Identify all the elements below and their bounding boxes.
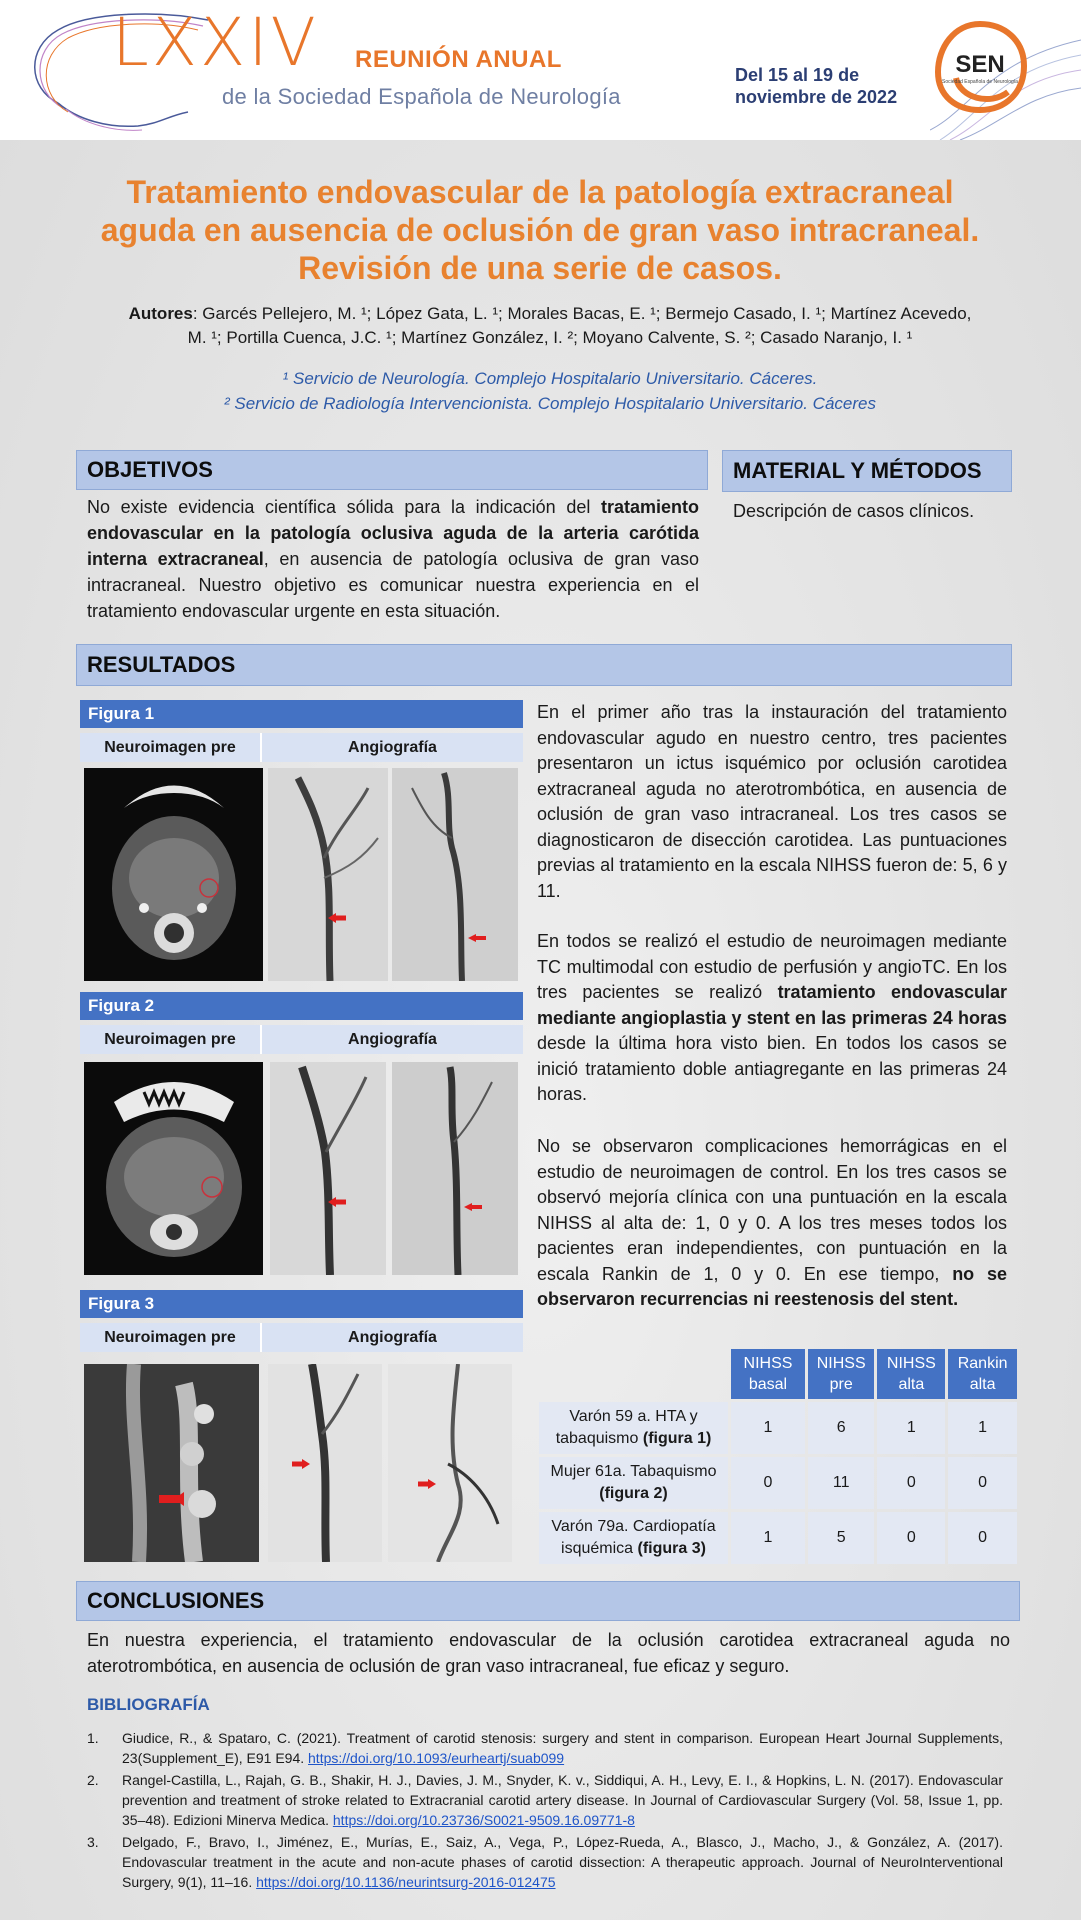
bibliography-item [87,1728,1003,1768]
figure-3-title: Figura 3 [80,1290,523,1318]
row-label-figure: (figura 1) [642,1430,712,1447]
bibliography-link[interactable]: https://doi.org/10.23736/S0021-9509.16.09771-8 [332,1812,635,1828]
material-text: Descripción de casos clínicos. [733,501,975,521]
bibliography-link[interactable]: https://doi.org/10.1093/eurheartj/suab099 [308,1750,565,1766]
row-label-text: Varón 79a. Cardiopatía isquémica [551,1518,716,1557]
resultados-p2-part: desde la última hora visto bien. En todos los casos se inició tratamiento doble antiagregante en las primeras 24 horas. [537,1033,1007,1104]
figure-1-columns [80,733,523,762]
sen-logo [930,18,1030,118]
figure-2-angio-image-b [392,1062,518,1275]
bibliography-text: Giudice, R., & Spataro, C. (2021). Treatment of carotid stenosis: surgery and stent in comparison. European Heart Journal Supplements, 23(Supplement_E), E91 E94. [122,1730,1003,1766]
bibliography-item [87,1770,1003,1830]
figure-3-angio-image-b [388,1364,512,1562]
figure-2-col-angiografia: Angiografía [262,1025,523,1054]
resultados-paragraph-3 [537,1134,1007,1313]
figure-3-col-neuroimagen: Neuroimagen pre [80,1323,262,1352]
table-cell: 0 [877,1457,945,1509]
header-banner [0,0,1081,140]
edition-number: LXXIV [112,4,319,81]
bibliography-text: Delgado, F., Bravo, I., Jiménez, E., Murías, E., Saiz, A., Vega, P., López-Rueda, A., Blasco, J., Macho, J., & González, A. (2017). Endovascular treatment in the acute and non-acute phases of carotid dissection: A therapeutic approach. Journal of NeuroInterventional Surgery, 9(1), 11–16. [122,1834,1003,1890]
table-cell: 1 [948,1402,1017,1454]
table-row [539,1457,1017,1509]
resultados-p2-part: En todos se realizó el estudio de neuroimagen mediante TC multimodal con estudio de perfusión y angioTC. En los tres pacientes se realizó [537,931,1007,1002]
bibliography-number: 3. [87,1834,99,1850]
sen-logo-text: SEN [955,51,1005,78]
table-header-nihss-alta: NIHSS alta [877,1349,945,1399]
objetivos-text-part: No existe evidencia científica sólida para la indicación del [87,497,601,517]
title-line-3: Revisión de una serie de casos. [298,250,782,286]
sen-logo-subtext: Sociedad Española de Neurología [942,79,1018,85]
table-header-rankin-alta: Rankin alta [948,1349,1017,1399]
table-header-nihss-basal: NIHSS basal [731,1349,805,1399]
meeting-title: REUNIÓN ANUAL [355,46,562,73]
resultados-heading: RESULTADOS [76,644,1012,686]
table-row [539,1402,1017,1454]
table-cell: 1 [731,1512,805,1564]
conclusiones-text: En nuestra experiencia, el tratamiento endovascular de la oclusión carotidea extracraneal aguda no aterotrombótica, en ausencia de oclusión de gran vaso intracraneal, fue eficaz y seguro. [87,1630,1010,1676]
authors-list-1: : Garcés Pellejero, M. ¹; López Gata, L. ¹; Morales Bacas, E. ¹; Bermejo Casado, I. ¹; Martínez Acevedo, [192,304,972,323]
dates-line-1: Del 15 al 19 de [735,65,860,85]
row-label-figure: (figura 2) [599,1485,668,1502]
bibliography-link[interactable]: https://doi.org/10.1136/neurintsurg-2016-012475 [256,1874,556,1890]
table-cell: 1 [731,1402,805,1454]
figure-2-columns [80,1025,523,1054]
affiliation-1: ¹ Servicio de Neurología. Complejo Hospitalario Universitario. Cáceres. [282,369,818,388]
figure-3-columns [80,1323,523,1352]
figure-3-col-angiografia: Angiografía [262,1323,523,1352]
title-line-2: aguda en ausencia de oclusión de gran vaso intracraneal. [100,212,980,248]
table-cell: 0 [948,1512,1017,1564]
society-name: de la Sociedad Española de Neurología [222,84,621,109]
row-label-figure: (figura 3) [637,1540,706,1557]
bibliography-item [87,1832,1003,1892]
table-cell: 5 [808,1512,874,1564]
resultados-paragraph-2 [537,929,1007,1108]
figure-1-angio-image-a [268,768,388,981]
table-row-label [539,1402,728,1454]
objetivos-text-bold: tratamiento endovascular en la patología oclusiva aguda de la arteria carótida interna extracraneal [87,497,699,569]
table-cell: 6 [808,1402,874,1454]
resultados-paragraph-1: En el primer año tras la instauración del tratamiento endovascular agudo en nuestro centro, tres pacientes presentaron un ictus isquémico por oclusión carotidea extracraneal aguda no aterotrombótica, en ausencia de oclusión de gran vaso intracraneal. Los tres casos se diagnosticaron de disección carotidea. Las puntuaciones previas al tratamiento en la escala NIHSS fueron de: 5, 6 y 11. [537,702,1007,901]
figure-2-title: Figura 2 [80,992,523,1020]
table-cell: 0 [877,1512,945,1564]
row-label-text: Varón 59 a. HTA y tabaquismo [555,1408,698,1447]
authors-label: Autores [128,304,193,323]
table-header-nihss-pre: NIHSS pre [808,1349,874,1399]
figure-1-col-angiografia: Angiografía [262,733,523,762]
authors [100,302,1000,350]
poster-title [60,173,1020,287]
objetivos-text [87,494,699,624]
title-line-1: Tratamiento endovascular de la patología extracraneal [126,174,954,210]
figure-1-angio-image-b [392,768,518,981]
row-label-text: Mujer 61a. Tabaquismo [550,1463,717,1480]
figure-3-ct-image [84,1364,259,1562]
conclusiones-heading: CONCLUSIONES [76,1581,1020,1621]
meeting-dates [735,64,935,108]
bibliografia-heading: BIBLIOGRAFÍA [87,1695,210,1714]
dates-line-2: noviembre de 2022 [735,87,898,107]
resultados-p2-bold: tratamiento endovascular mediante angioplastia y stent en las primeras 24 horas [537,982,1007,1028]
figure-2-ct-image [84,1062,263,1275]
table-row-label [539,1457,728,1509]
table-header-empty [539,1349,728,1399]
objetivos-text-part: , en ausencia de patología oclusiva de gran vaso intracraneal. Nuestro objetivo es comunicar nuestra experiencia en el tratamiento endovascular urgente en esta situación. [87,549,699,621]
figure-1-ct-image [84,768,263,981]
resultados-p3-bold: no se observaron recurrencias ni reestenosis del stent. [537,1263,1007,1309]
authors-line-2: M. ¹; Portilla Cuenca, J.C. ¹; Martínez González, I. ²; Moyano Calvente, S. ²; Casado Naranjo, I. ¹ [187,328,913,347]
figure-1-col-neuroimagen: Neuroimagen pre [80,733,262,762]
authors-line-1 [100,302,1000,326]
figure-3-angio-image-a [268,1364,382,1562]
bibliography-text: Rangel-Castilla, L., Rajah, G. B., Shakir, H. J., Davies, J. M., Snyder, K. v., Siddiqui, A. H., Levy, E. I., & Hopkins, L. N. (2017). Endovascular prevention and treatment of stroke related to Extracranial carotid artery disease. In Journal of Cardiovascular Surgery (Vol. 58, Issue 1, pp. 35–48). Edizioni Minerva Medica. [122,1772,1003,1828]
table-cell: 11 [808,1457,874,1509]
table-row [539,1512,1017,1564]
bibliography-number: 1. [87,1730,99,1746]
figure-1-title: Figura 1 [80,700,523,728]
affiliation-2: ² Servicio de Radiología Intervencionista. Complejo Hospitalario Universitario. Cáceres [224,394,876,413]
table-row-label [539,1512,728,1564]
bibliography-number: 2. [87,1772,99,1788]
bibliography-list [87,1728,1003,1894]
resultados-p3-part: No se observaron complicaciones hemorrágicas en el estudio de neuroimagen de control. En los tres casos se observó mejoría clínica con una puntuación en la escala NIHSS al alta de: 1, 0 y 0. A los tres meses todos los pacientes eran independientes, con puntuación en la escala Rankin de 1, 0 y 0. En ese tiempo, [537,1136,1007,1284]
table-cell: 1 [877,1402,945,1454]
material-heading: MATERIAL Y MÉTODOS [722,450,1012,492]
results-table [536,1346,1020,1567]
objetivos-heading: OBJETIVOS [76,450,708,490]
figure-2-col-neuroimagen: Neuroimagen pre [80,1025,262,1054]
table-cell: 0 [731,1457,805,1509]
figure-2-angio-image-a [270,1062,386,1275]
affiliations [100,366,1000,416]
table-header-row [539,1349,1017,1399]
table-cell: 0 [948,1457,1017,1509]
